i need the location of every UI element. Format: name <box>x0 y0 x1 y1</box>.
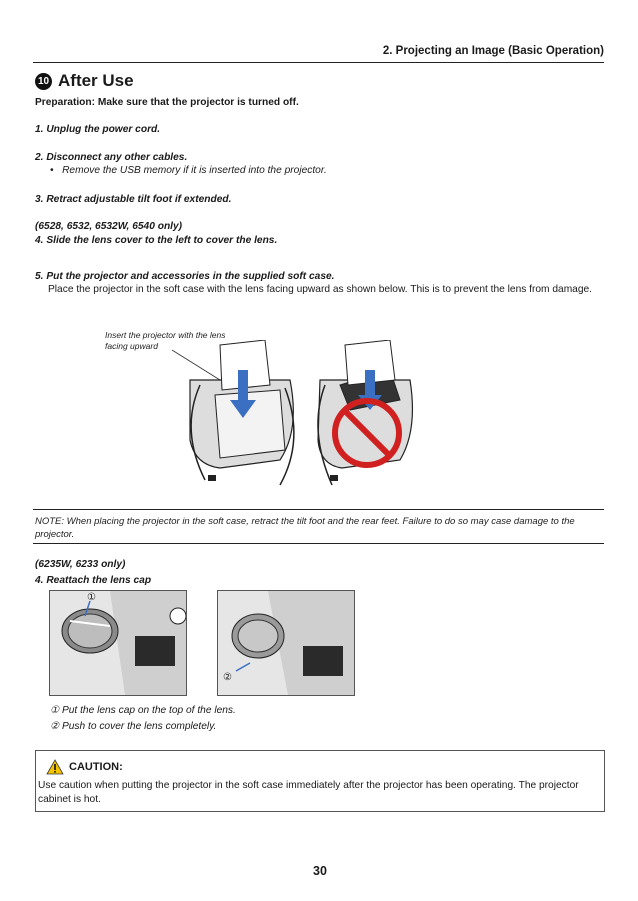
warning-icon <box>46 759 64 775</box>
step-1: 1. Unplug the power cord. <box>35 124 161 135</box>
case-correct-illustration <box>190 340 294 485</box>
step-3: 3. Retract adjustable tilt foot if extended. <box>35 194 232 205</box>
caution-text: Use caution when putting the projector in the soft case immediately after the projector has been operating. The projector cabinet is hot. <box>38 780 579 805</box>
header-rule <box>33 62 604 63</box>
note-rule-bottom <box>33 543 604 544</box>
lens-cap-marker-1: ① <box>87 592 96 603</box>
lens-cap-marker-2: ② <box>223 672 232 683</box>
model-note-b: (6235W, 6233 only) <box>35 559 126 570</box>
step-number-badge: 10 <box>35 73 52 90</box>
bullet-icon: • <box>50 165 54 176</box>
page-title <box>35 71 134 91</box>
section-header: 2. Projecting an Image (Basic Operation) <box>382 45 604 57</box>
page-number: 30 <box>313 864 327 878</box>
caution-box <box>35 750 605 812</box>
step-4a: 4. Slide the lens cover to the left to cover the lens. <box>35 235 278 246</box>
title-text: After Use <box>58 71 134 90</box>
step-5: 5. Put the projector and accessories in the supplied soft case. <box>35 271 335 282</box>
figure-caption: Insert the projector with the lens facing upward <box>105 330 226 351</box>
preparation-text: Preparation: Make sure that the projector is turned off. <box>35 97 299 108</box>
model-note-a: (6528, 6532, 6532W, 6540 only) <box>35 221 183 232</box>
lens-cap-photo-2 <box>217 590 355 696</box>
step-4b: 4. Reattach the lens cap <box>35 575 152 586</box>
note-rule-top <box>33 509 604 510</box>
lens-step-1: ① Put the lens cap on the top of the lens. <box>50 705 236 716</box>
step-5-body: Place the projector in the soft case with the lens facing upward as shown below. This is to prevent the lens from damage. <box>48 284 593 295</box>
caution-label: CAUTION: <box>69 761 123 773</box>
case-incorrect-illustration <box>318 340 413 485</box>
lens-step-2: ② Push to cover the lens completely. <box>50 721 217 732</box>
lens-cap-photo-1 <box>49 590 187 696</box>
step-2: 2. Disconnect any other cables. <box>35 152 188 163</box>
soft-case-illustration <box>160 340 420 500</box>
step-2-bullet: • Remove the USB memory if it is inserted into the projector. <box>50 165 327 176</box>
note-text: NOTE: When placing the projector in the soft case, retract the tilt foot and the rear feet. Failure to do so may case damage to the projector. <box>35 516 575 540</box>
